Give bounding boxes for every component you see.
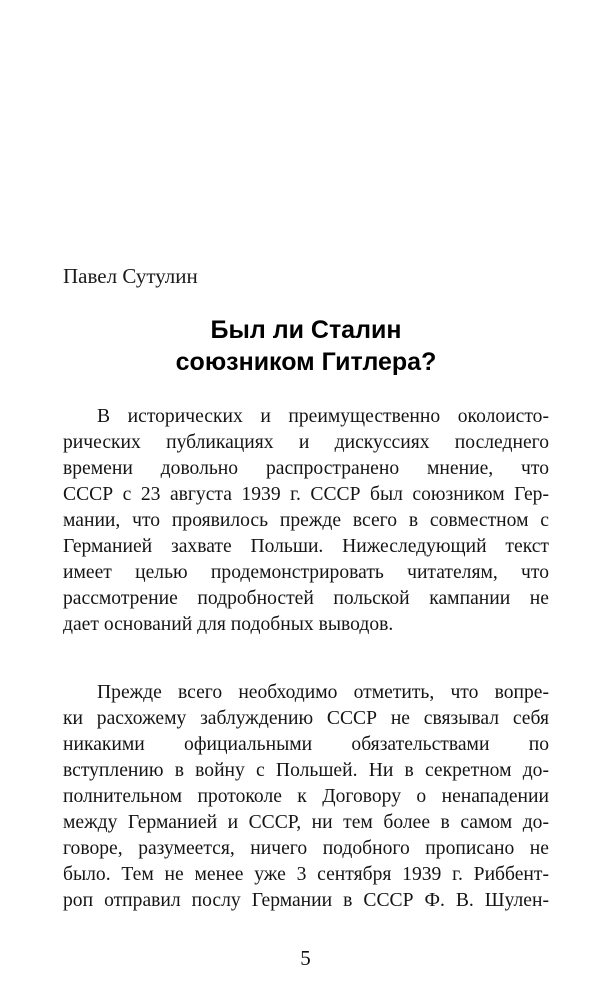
text-line: говоре, разумеется, ничего подобного прописано не [63,838,549,859]
paragraph-body [63,680,549,914]
text-line: дает оснований для подобных выводов. [63,614,394,635]
text-line: полнительном протоколе к Договору о ненападении [63,786,549,807]
paragraph-intro [63,404,549,638]
chapter-title [63,314,549,378]
text-line: роп отправил послу Германии в СССР Ф. В. Шулен- [63,890,549,911]
text-line: было. Тем не менее уже 3 сентября 1939 г. Риббент- [63,864,549,885]
text-line: между Германией и СССР, ни тем более в самом до- [63,812,549,833]
text-line: рических публикациях и дискуссиях последнего [63,432,549,453]
text-line: времени довольно распространено мнение, что [63,458,549,479]
text-line: имеет целью продемонстрировать читателям, что [63,562,549,583]
chapter-title-line: Был ли Сталин [210,316,402,344]
text-line: Прежде всего необходимо отметить, что вопре- [97,682,549,703]
text-line: рассмотрение подробностей польской кампании не [63,588,549,609]
text-line: мании, что проявилось прежде всего в совместном с [63,510,549,531]
text-line: В исторических и преимущественно околоисто- [97,406,549,427]
author-name: Павел Сутулин [63,264,198,288]
text-line: вступлению в войну с Польшей. Ни в секретном до- [63,760,549,781]
text-line: ки расхожему заблуждению СССР не связывал себя [63,708,549,729]
text-line: Германией захвате Польши. Нижеследующий текст [63,536,549,557]
text-line: никакими официальными обязательствами по [63,734,549,755]
chapter-title-line: союзником Гитлера? [175,348,437,376]
page-number: 5 [300,946,311,970]
text-line: СССР с 23 августа 1939 г. СССР был союзником Гер- [63,484,549,505]
